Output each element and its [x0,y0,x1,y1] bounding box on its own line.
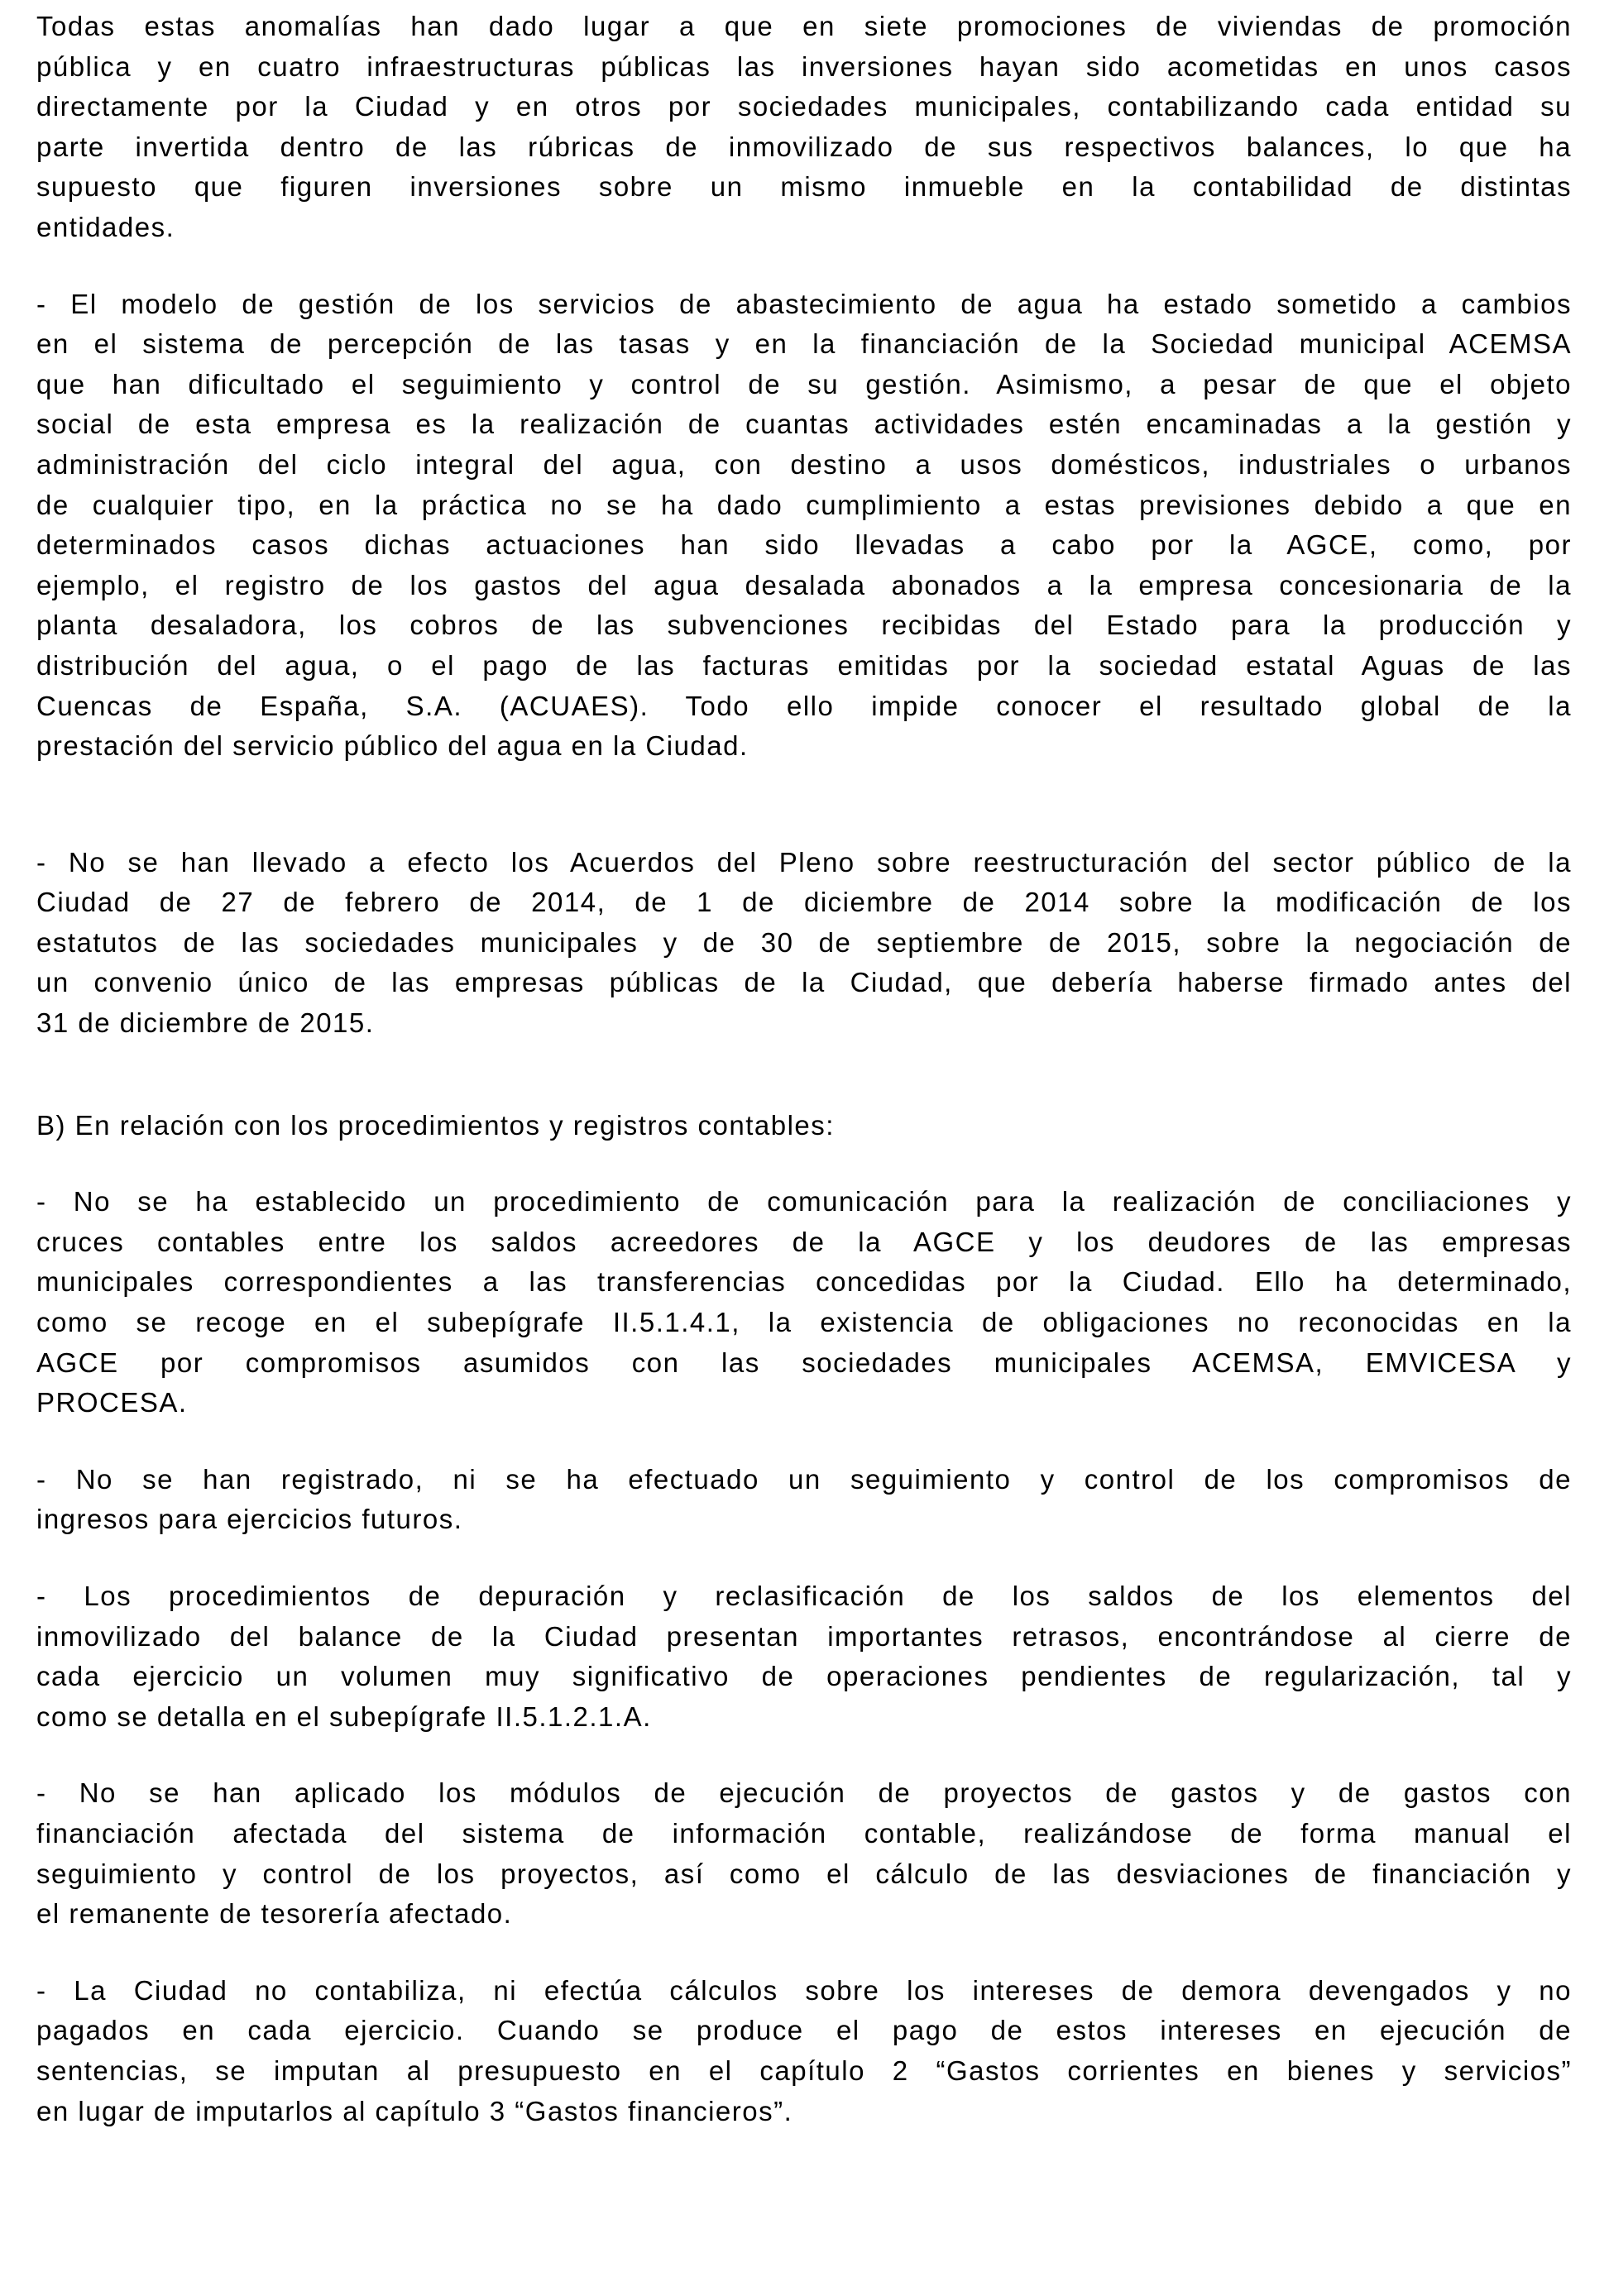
paragraph [36,7,1572,248]
text-line: supuesto que figuren inversiones sobre un mismo inmueble en la contabilidad de distintas [36,171,1572,203]
text-line: un convenio único de las empresas públicas de la Ciudad, que debería haberse firmado antes del [36,967,1572,998]
text-line: - Los procedimientos de depuración y reclasificación de los saldos de los elementos del [36,1581,1572,1611]
text-line: - La Ciudad no contabiliza, ni efectúa cálculos sobre los intereses de demora devengados y no [36,1974,1572,2006]
text-line: ingresos para ejercicios futuros. [36,1504,463,1535]
section-heading [36,1106,1572,1146]
text-line: como se recoge en el subepígrafe II.5.1.4.1, la existencia de obligaciones no reconocidas en la [36,1307,1572,1338]
text-line: el remanente de tesorería afectado. [36,1898,513,1930]
text-line: municipales correspondientes a las transferencias concedidas por la Ciudad. Ello ha determinado, [36,1266,1572,1298]
text-line: - No se han aplicado los módulos de ejecución de proyectos de gastos y de gastos con [36,1777,1572,1809]
text-line: que han dificultado el seguimiento y control de su gestión. Asimismo, a pesar de que el objeto [36,368,1572,399]
text-line: parte invertida dentro de las rúbricas de inmovilizado de sus respectivos balances, lo que ha [36,131,1572,162]
text-line: - El modelo de gestión de los servicios de abastecimiento de agua ha estado sometido a cambios [36,288,1572,319]
text-line: inmovilizado del balance de la Ciudad presentan importantes retrasos, encontrándose al cierre de [36,1620,1572,1652]
text-line: B) En relación con los procedimientos y registros contables: [36,1109,835,1141]
paragraph [36,1576,1572,1737]
paragraph [36,1971,1572,2131]
text-line: en lugar de imputarlos al capítulo 3 “Gastos financieros”. [36,2095,793,2126]
text-line: determinados casos dichas actuaciones han sido llevadas a cabo por la AGCE, como, por [36,529,1572,561]
text-line: de cualquier tipo, en la práctica no se ha dado cumplimiento a estas previsiones debido a que en [36,489,1572,520]
text-line: AGCE por compromisos asumidos con las sociedades municipales ACEMSA, EMVICESA y [36,1347,1572,1378]
paragraph [36,843,1572,1044]
text-line: en el sistema de percepción de las tasas y en la financiación de la Sociedad municipal ACEMSA [36,328,1572,360]
text-line: pública y en cuatro infraestructuras públicas las inversiones hayan sido acometidas en unos casos [36,50,1572,82]
text-line: entidades. [36,211,175,242]
text-line: seguimiento y control de los proyectos, así como el cálculo de las desviaciones de financiación y [36,1858,1572,1889]
text-line: como se detalla en el subepígrafe II.5.1.2.1.A. [36,1700,652,1732]
document-body [36,7,1572,2168]
text-line: - No se han llevado a efecto los Acuerdos del Pleno sobre reestructuración del sector público de la [36,846,1572,878]
text-line: pagados en cada ejercicio. Cuando se produce el pago de estos intereses en ejecución de [36,2015,1572,2046]
text-line: prestación del servicio público del agua en la Ciudad. [36,730,749,762]
paragraph [36,285,1572,767]
text-line: PROCESA. [36,1387,188,1418]
text-line: cada ejercicio un volumen muy significativo de operaciones pendientes de regularización, tal y [36,1661,1572,1692]
text-line: ejemplo, el registro de los gastos del agua desalada abonados a la empresa concesionaria de la [36,569,1572,600]
text-line: estatutos de las sociedades municipales y de 30 de septiembre de 2015, sobre la negociación de [36,926,1572,958]
text-line: distribución del agua, o el pago de las facturas emitidas por la sociedad estatal Aguas de las [36,649,1572,681]
text-line: planta desaladora, los cobros de las subvenciones recibidas del Estado para la producción y [36,610,1572,641]
paragraph [36,1460,1572,1540]
text-line: - No se han registrado, ni se ha efectuado un seguimiento y control de los compromisos de [36,1463,1572,1495]
text-line: directamente por la Ciudad y en otros por sociedades municipales, contabilizando cada entidad su [36,91,1572,122]
text-line: social de esta empresa es la realización de cuantas actividades estén encaminadas a la gestión y [36,409,1572,440]
text-line: - No se ha establecido un procedimiento de comunicación para la realización de conciliaciones y [36,1186,1572,1217]
paragraph [36,1773,1572,1934]
text-line: Ciudad de 27 de febrero de 2014, de 1 de diciembre de 2014 sobre la modificación de los [36,887,1572,918]
text-line: cruces contables entre los saldos acreedores de la AGCE y los deudores de las empresas [36,1226,1572,1257]
text-line: Cuencas de España, S.A. (ACUAES). Todo ello impide conocer el resultado global de la [36,690,1572,721]
text-line: administración del ciclo integral del agua, con destino a usos domésticos, industriales o urbanos [36,448,1572,480]
text-line: 31 de diciembre de 2015. [36,1007,375,1039]
paragraph [36,1182,1572,1423]
text-line: sentencias, se imputan al presupuesto en el capítulo 2 “Gastos corrientes en bienes y servicios” [36,2054,1572,2086]
text-line: financiación afectada del sistema de información contable, realizándose de forma manual el [36,1817,1572,1849]
text-line: Todas estas anomalías han dado lugar a que en siete promociones de viviendas de promoción [36,11,1572,41]
